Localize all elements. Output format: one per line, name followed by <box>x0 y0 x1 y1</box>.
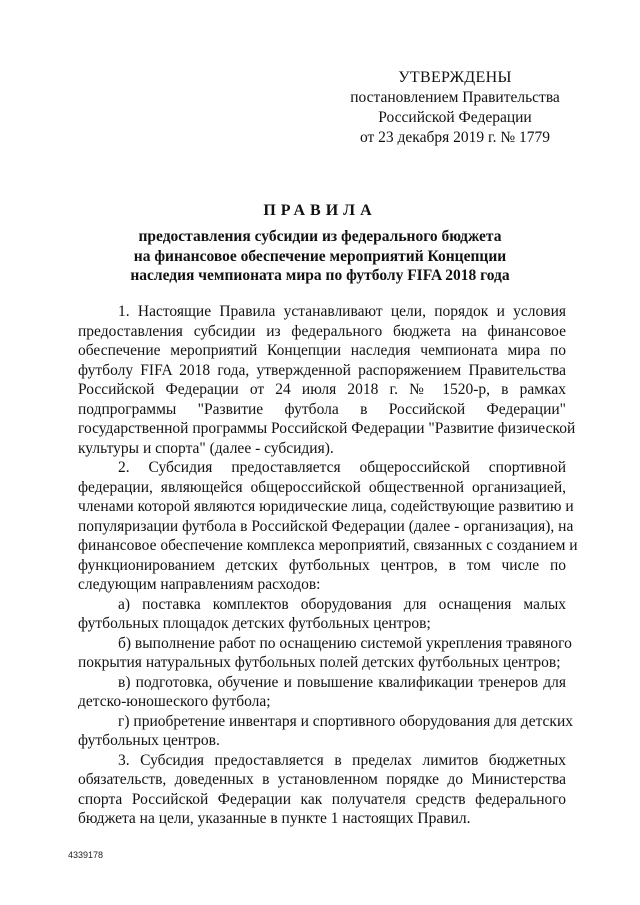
paragraph-line: обеспечение мероприятий Концепции наследия чемпионата мира по <box>78 342 566 359</box>
paragraph-line: а) поставка комплектов оборудования для оснащения малых <box>118 595 566 613</box>
paragraph-line: следующим направлениям расходов: <box>78 576 321 593</box>
paragraph-line: г) приобретение инвентаря и спортивного оборудования для детских <box>118 712 573 730</box>
paragraph-line: 1. Настоящие Правила устанавливают цели, порядок и условия <box>118 303 566 320</box>
subtitle-line: предоставления субсидии из федерального бюджета <box>138 228 502 245</box>
paragraph-line: подпрограммы "Развитие футбола в Российской Федерации" <box>78 400 566 418</box>
paragraph-line: популяризации футбола в Российской Федерации (далее - организация), на <box>78 517 574 535</box>
paragraph-line: обязательств, доведенных в установленном порядке до Министерства <box>78 771 566 788</box>
paragraph-line: государственной программы Российской Федерации "Развитие физической <box>78 420 576 437</box>
approval-line-resolution: постановлением Правительства <box>350 89 560 106</box>
subtitle-line: наследия чемпионата мира по футболу FIFA 2018 года <box>130 267 510 284</box>
page-title: ПРАВИЛА <box>263 202 377 219</box>
page-subtitle <box>100 227 540 286</box>
paragraph-line: 2. Субсидия предоставляется общероссийской спортивной <box>118 459 566 476</box>
document-body <box>78 302 578 829</box>
approval-line-country: Российской Федерации <box>378 109 532 126</box>
paragraph-line: детско-юношеского футбола; <box>78 693 271 710</box>
paragraph <box>78 458 578 595</box>
paragraph-line: функционированием детских футбольных центров, в том числе по <box>78 556 566 574</box>
paragraph-line: членами которой являются юридические лица, содействующие развитию и <box>78 498 574 515</box>
paragraph <box>78 595 566 634</box>
paragraph-line: федерации, являющейся общероссийской общественной организацией, <box>78 478 566 496</box>
paragraph-line: футболу FIFA 2018 года, утвержденной распоряжением Правительства <box>78 361 566 379</box>
subtitle-line: на финансовое обеспечение мероприятий Концепции <box>133 247 507 265</box>
paragraph-line: спорта Российской Федерации как получателя средств федерального <box>78 790 566 808</box>
paragraph-line: покрытия натуральных футбольных полей детских футбольных центров; <box>78 654 561 671</box>
paragraph <box>78 712 573 751</box>
document-number: 4339178 <box>68 850 104 860</box>
paragraph <box>78 302 576 458</box>
paragraph-line: в) подготовка, обучение и повышение квалификации тренеров для <box>118 673 566 691</box>
paragraph-line: 3. Субсидия предоставляется в пределах лимитов бюджетных <box>118 751 566 769</box>
paragraph <box>78 634 572 673</box>
paragraph-line: футбольных площадок детских футбольных центров; <box>78 615 431 632</box>
paragraph-line: предоставления субсидии из федерального бюджета на финансовое <box>78 322 566 340</box>
paragraph-line: б) выполнение работ по оснащению системой укрепления травяного <box>118 634 572 652</box>
approval-stamp <box>335 68 575 148</box>
paragraph-line: футбольных центров. <box>78 732 220 749</box>
paragraph <box>78 751 566 829</box>
paragraph-line: финансовое обеспечение комплекса мероприятий, связанных с созданием и <box>78 537 578 554</box>
paragraph-line: культуры и спорта" (далее - субсидия). <box>78 439 334 457</box>
paragraph-line: бюджета на цели, указанные в пункте 1 настоящих Правил. <box>78 810 471 827</box>
approval-heading: УТВЕРЖДЕНЫ <box>398 69 512 86</box>
paragraph <box>78 673 566 712</box>
approval-line-date-number: от 23 декабря 2019 г. № 1779 <box>359 129 551 146</box>
paragraph-line: Российской Федерации от 24 июля 2018 г. № 1520-р, в рамках <box>78 381 566 398</box>
